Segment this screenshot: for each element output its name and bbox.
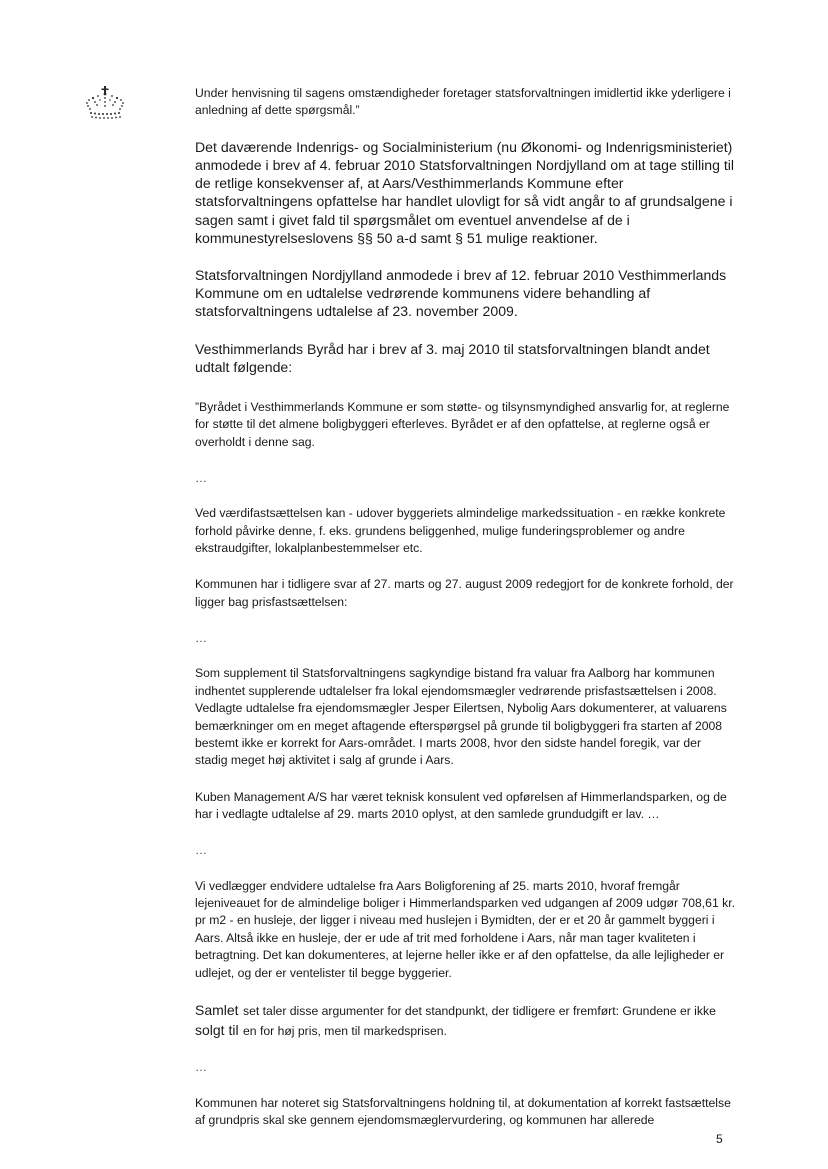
mixed-word: Samlet <box>195 1001 239 1018</box>
quote-paragraph: Kommunen har noteret sig Statsforvaltningens holdning til, at dokumentation af korrekt fastsættelse af grundpris skal ske gennem ejendomsmæglervurdering, og kommunen har allerede <box>195 1095 731 1128</box>
ellipsis: … <box>195 631 208 646</box>
page-number: 5 <box>716 1132 723 1146</box>
quote-paragraph: Ved værdifastsættelsen kan - udover byggeriets almindelige markedssituation - en række konkrete forhold påvirke denne, f. eks. grundens beliggenhed, mulige funderingsproblemer og andre ekstraudgifter, lokalplanbestemmelser etc. <box>195 506 726 556</box>
quote-paragraph: Som supplement til Statsforvaltningens sagkyndige bistand fra valuar fra Aalborg har kommunen indhentet supplerende udtalelser fra lokal ejendomsmægler vedrørende prisfastsættelsen i 2008. Vedlagte udtalelse fra ejendomsmægler Jesper Eilertsen, Nybolig Aars dokumenterer, at valuarens bemærkninger om en meget aftagende efterspørgsel på grunde til boligbyggeri fra starten af 2008 bestemt ikke er korrekt for Aars-området. I marts 2008, hvor den sidste handel foregik, var der stadig meget høj aktivitet i salg af grunde i Aars. <box>195 666 727 768</box>
ellipsis: … <box>195 471 208 486</box>
mixed-text: set taler disse argumenter for det standpunkt, der tidligere er fremført: Grundene er ikke <box>243 1003 716 1018</box>
quote-paragraph: Kommunen har i tidligere svar af 27. marts og 27. august 2009 redegjort for de konkrete forhold, der ligger bag prisfastsættelsen: <box>195 577 734 609</box>
page-content <box>195 85 735 1130</box>
paragraph: Vesthimmerlands Byråd har i brev af 3. maj 2010 til statsforvaltningen blandt andet udtalt følgende: <box>195 340 710 375</box>
mixed-word: solgt til <box>195 1021 239 1038</box>
paragraph: Under henvisning til sagens omstændigheder foretager statsforvaltningen imidlertid ikke yderligere i anledning af dette spørgsmål.” <box>195 86 731 118</box>
mixed-text: en for høj pris, men til markedsprisen. <box>243 1023 447 1038</box>
paragraph: Statsforvaltningen Nordjylland anmodede i brev af 12. februar 2010 Vesthimmerlands Kommune om en udtalelse vedrørende kommunens videre behandling af statsforvaltningens udtalelse af 23. november 2009. <box>195 267 727 320</box>
mixed-font-paragraph <box>195 1001 735 1041</box>
quote-paragraph: Kuben Management A/S har været teknisk konsulent ved opførelsen af Himmerlandsparken, og de har i vedlagte udtalelse af 29. marts 2010 oplyst, at den samlede grundudgift er lav. … <box>195 789 727 822</box>
quote-paragraph: Vi vedlægger endvidere udtalelse fra Aars Boligforening af 25. marts 2010, hvoraf fremgår lejeniveauet for de almindelige boliger i Himmerlandsparken ved udgangen af 2009 udgør 708,61 kr. pr m2 - en husleje, der ligger i niveau med huslejen i Bymidten, der er et 20 år gammelt byggeri i Aars. Altså ikke en husleje, der er ude af trit med forholdene i Aars, når man tager kvaliteten i betragtning. Det kan dokumenteres, at lejerne heller ikke er af den opfattelse, da alle lejligheder er udlejet, og der er ventelister til begge byggerier. <box>195 878 735 980</box>
crown-logo-icon <box>85 86 125 120</box>
ellipsis: … <box>195 1059 208 1074</box>
ellipsis: … <box>195 842 208 857</box>
paragraph: Det daværende Indenrigs- og Socialministerium (nu Økonomi- og Indenrigsministeriet) anmodede i brev af 4. februar 2010 Statsforvaltningen Nordjylland om at tage stilling til de retlige konsekvenser af, at Aars/Vesthimmerlands Kommune efter statsforvaltningens opfattelse har handlet ulovligt for så vidt angår to af grundsalgene i sagen samt i givet fald til spørgsmålet om eventuel anvendelse af de i kommunestyrelseslovens §§ 50 a-d samt § 51 mulige reaktioner. <box>195 138 735 246</box>
quote-paragraph: ”Byrådet i Vesthimmerlands Kommune er som støtte- og tilsynsmyndighed ansvarlig for, at reglerne for støtte til det almene boligbyggeri efterleves. Byrådet er af den opfattelse, at reglerne også er overholdt i denne sag. <box>195 400 730 449</box>
